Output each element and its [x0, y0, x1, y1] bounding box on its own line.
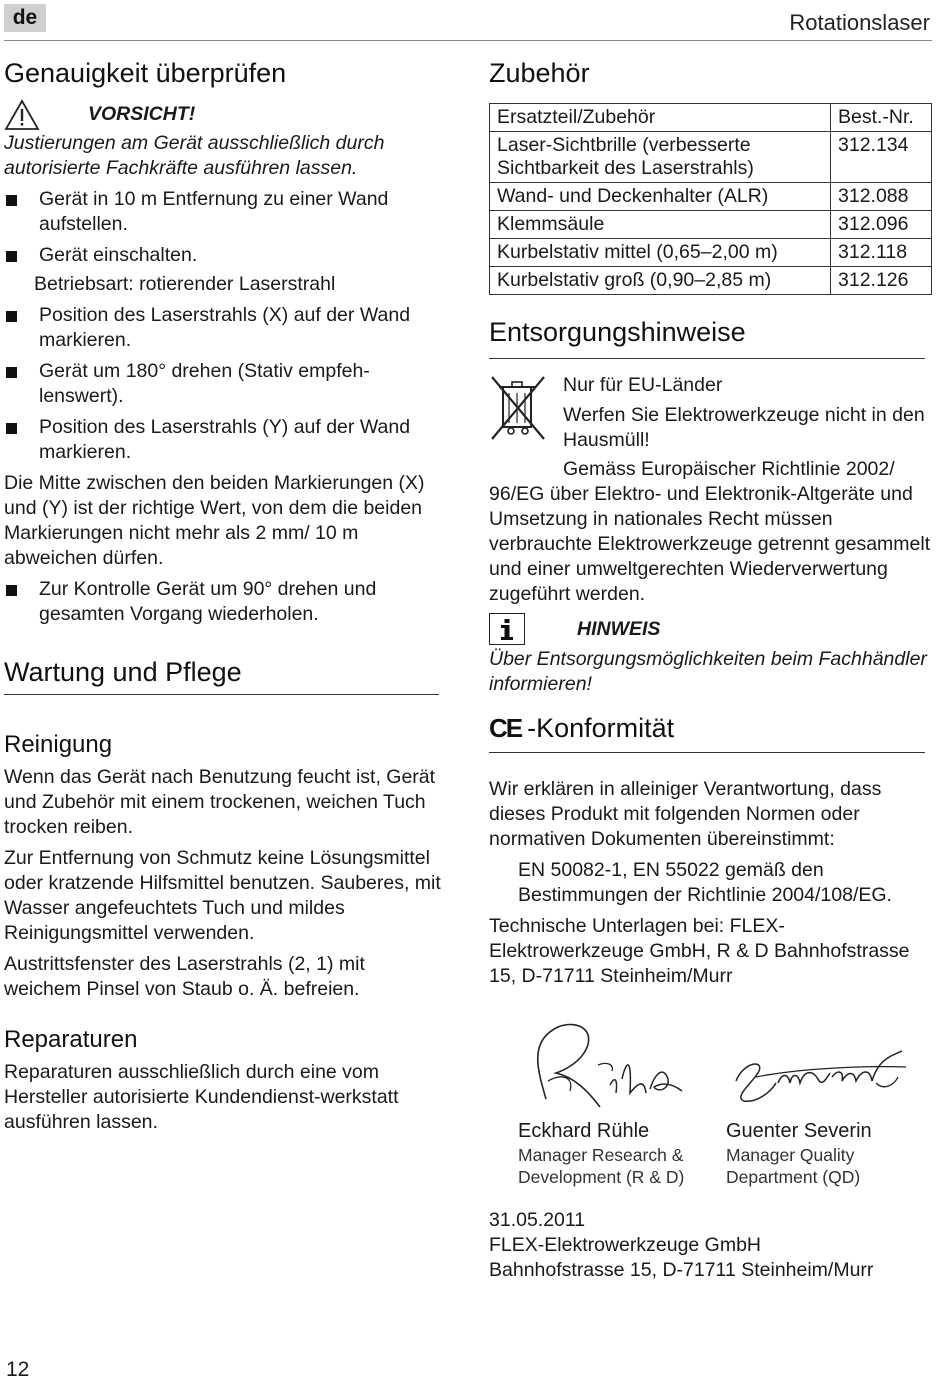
signer-role: Manager Research & Development (R & D) [518, 1145, 685, 1187]
date: 31.05.2011 [489, 1209, 586, 1231]
table-cell: 312.126 [831, 267, 932, 295]
header-divider [4, 40, 932, 41]
section-title-accuracy: Genauigkeit überprüfen [4, 58, 287, 88]
list-item: Gerät um 180° drehen (Stativ empfeh-lenswert). [4, 359, 444, 409]
table-cell: 312.088 [831, 183, 932, 211]
list-item: Position des Laserstrahls (X) auf der Wand markieren. [4, 303, 444, 353]
steps-list [4, 187, 444, 268]
eu-only-label: Nur für EU-Länder [563, 374, 723, 396]
table-cell: Laser-Sichtbrille (verbesserte Sichtbarkeit des Laserstrahls) [490, 132, 831, 183]
company-name: FLEX-Elektrowerkzeuge GmbH [489, 1234, 762, 1256]
ce-paragraph: Wir erklären in alleiniger Verantwortung, dass dieses Produkt mit folgenden Normen oder normativen Dokumenten übereinstimmt: [489, 778, 882, 850]
table-row [490, 132, 932, 183]
table-cell: 312.096 [831, 211, 932, 239]
section-title-disposal: Entsorgungshinweise [489, 317, 746, 347]
section-divider [4, 694, 439, 695]
section-divider [489, 752, 925, 753]
hint-text: Über Entsorgungsmöglichkeiten beim Fachhändler informieren! [489, 648, 927, 695]
ce-documents: Technische Unterlagen bei: FLEX-Elektrowerkzeuge GmbH, R & D Bahnhofstrasse 15, D-71711 Steinheim/Murr [489, 915, 910, 987]
table-cell: Wand- und Deckenhalter (ALR) [490, 183, 831, 211]
list-item: Zur Kontrolle Gerät um 90° drehen und gesamten Vorgang wiederholen. [4, 577, 444, 627]
section-title-conformity: -Konformität [527, 713, 675, 743]
table-cell: 312.118 [831, 239, 932, 267]
table-row [490, 183, 932, 211]
ce-heading [489, 713, 934, 744]
signature-block [726, 1021, 934, 1188]
warning-triangle-icon [4, 99, 40, 131]
accessories-table [489, 103, 932, 295]
caution-label: VORSICHT! [88, 103, 196, 125]
right-column [489, 58, 934, 1283]
table-cell: Kurbelstativ mittel (0,65–2,00 m) [490, 239, 831, 267]
caution-text: Justierungen am Gerät ausschließlich durch autorisierte Fachkräfte ausführen lassen. [4, 132, 385, 179]
subsection-title-repairs: Reparaturen [4, 1026, 138, 1053]
section-title-maintenance: Wartung und Pflege [4, 657, 242, 687]
signature-block [489, 1021, 726, 1188]
list-item: Gerät in 10 m Entfernung zu einer Wand aufstellen. [4, 187, 444, 237]
steps-list-3 [4, 577, 444, 627]
section-title-accessories: Zubehör [489, 58, 590, 88]
crossed-bin-icon [489, 373, 547, 443]
signer-role: Manager Quality Department (QD) [726, 1145, 861, 1187]
caution-block [4, 99, 444, 131]
steps-list-2 [4, 303, 444, 465]
handwritten-signature-severin [726, 1021, 916, 1113]
disposal-text-block [563, 373, 934, 453]
signer-name: Eckhard Rühle [518, 1120, 650, 1142]
hint-label: HINWEIS [577, 617, 661, 640]
table-cell: Klemmsäule [490, 211, 831, 239]
left-column [4, 58, 444, 1135]
page-number: 12 [6, 1358, 30, 1381]
table-header-part: Ersatzteil/Zubehör [490, 104, 831, 132]
info-icon [489, 613, 525, 645]
ce-norms: EN 50082-1, EN 55022 gemäß den Bestimmungen der Richtlinie 2004/108/EG. [518, 859, 892, 906]
signatures [489, 1021, 934, 1188]
disposal-paragraph-2: Gemäss Europäischer Richtlinie 2002/ 96/EG über Elektro- und Elektronik-Altgeräte und Umsetzung in nationales Recht müssen verbrauchte Elektrowerkzeuge getrennt gesammelt und einer umweltgerechten Wiederverwertung zugeführt werden. [489, 458, 931, 605]
table-row [490, 211, 932, 239]
section-divider [489, 358, 925, 359]
disposal-paragraph-1: Werfen Sie Elektrowerkzeuge nicht in den Hausmüll! [563, 404, 925, 451]
table-cell: 312.134 [831, 132, 932, 183]
signer-name: Guenter Severin [726, 1120, 872, 1142]
list-item: Position des Laserstrahls (Y) auf der Wand markieren. [4, 415, 444, 465]
table-header-number: Best.-Nr. [831, 104, 932, 132]
ce-mark-icon: CE [489, 713, 522, 743]
hint-block [489, 613, 934, 645]
table-header-row [490, 104, 932, 132]
middle-paragraph: Die Mitte zwischen den beiden Markierungen (X) und (Y) ist der richtige Wert, von dem die beiden Markierungen nicht mehr als 2 mm/ 10 m abweichen dürfen. [4, 472, 425, 569]
header-title: Rotationslaser [789, 10, 930, 35]
cleaning-paragraph-3: Austrittsfenster des Laserstrahls (2, 1) mit weichem Pinsel von Staub o. Ä. befreien. [4, 953, 365, 1000]
table-cell: Kurbelstativ groß (0,90–2,85 m) [490, 267, 831, 295]
table-row [490, 267, 932, 295]
cleaning-paragraph-2: Zur Entfernung von Schmutz keine Lösungsmittel oder kratzende Hilfsmittel benutzen. Sauberes, mit Wasser angefeuchtets Tuch und mildes Reinigungsmittel verwenden. [4, 847, 441, 944]
list-item: Gerät einschalten. [4, 243, 444, 268]
cleaning-paragraph-1: Wenn das Gerät nach Benutzung feucht ist, Gerät und Zubehör mit einem trockenen, weichen Tuch trocken reiben. [4, 766, 436, 838]
language-badge: de [4, 4, 46, 32]
disposal-block [489, 373, 934, 453]
company-address: Bahnhofstrasse 15, D-71711 Steinheim/Murr [489, 1259, 874, 1281]
repairs-paragraph: Reparaturen ausschließlich durch eine vom Hersteller autorisierte Kundendienst-werkstatt ausführen lassen. [4, 1061, 399, 1133]
subsection-title-cleaning: Reinigung [4, 731, 113, 758]
table-row [490, 239, 932, 267]
handwritten-signature-ruehle [518, 1021, 688, 1113]
mode-line: Betriebsart: rotierender Laserstrahl [34, 273, 336, 295]
